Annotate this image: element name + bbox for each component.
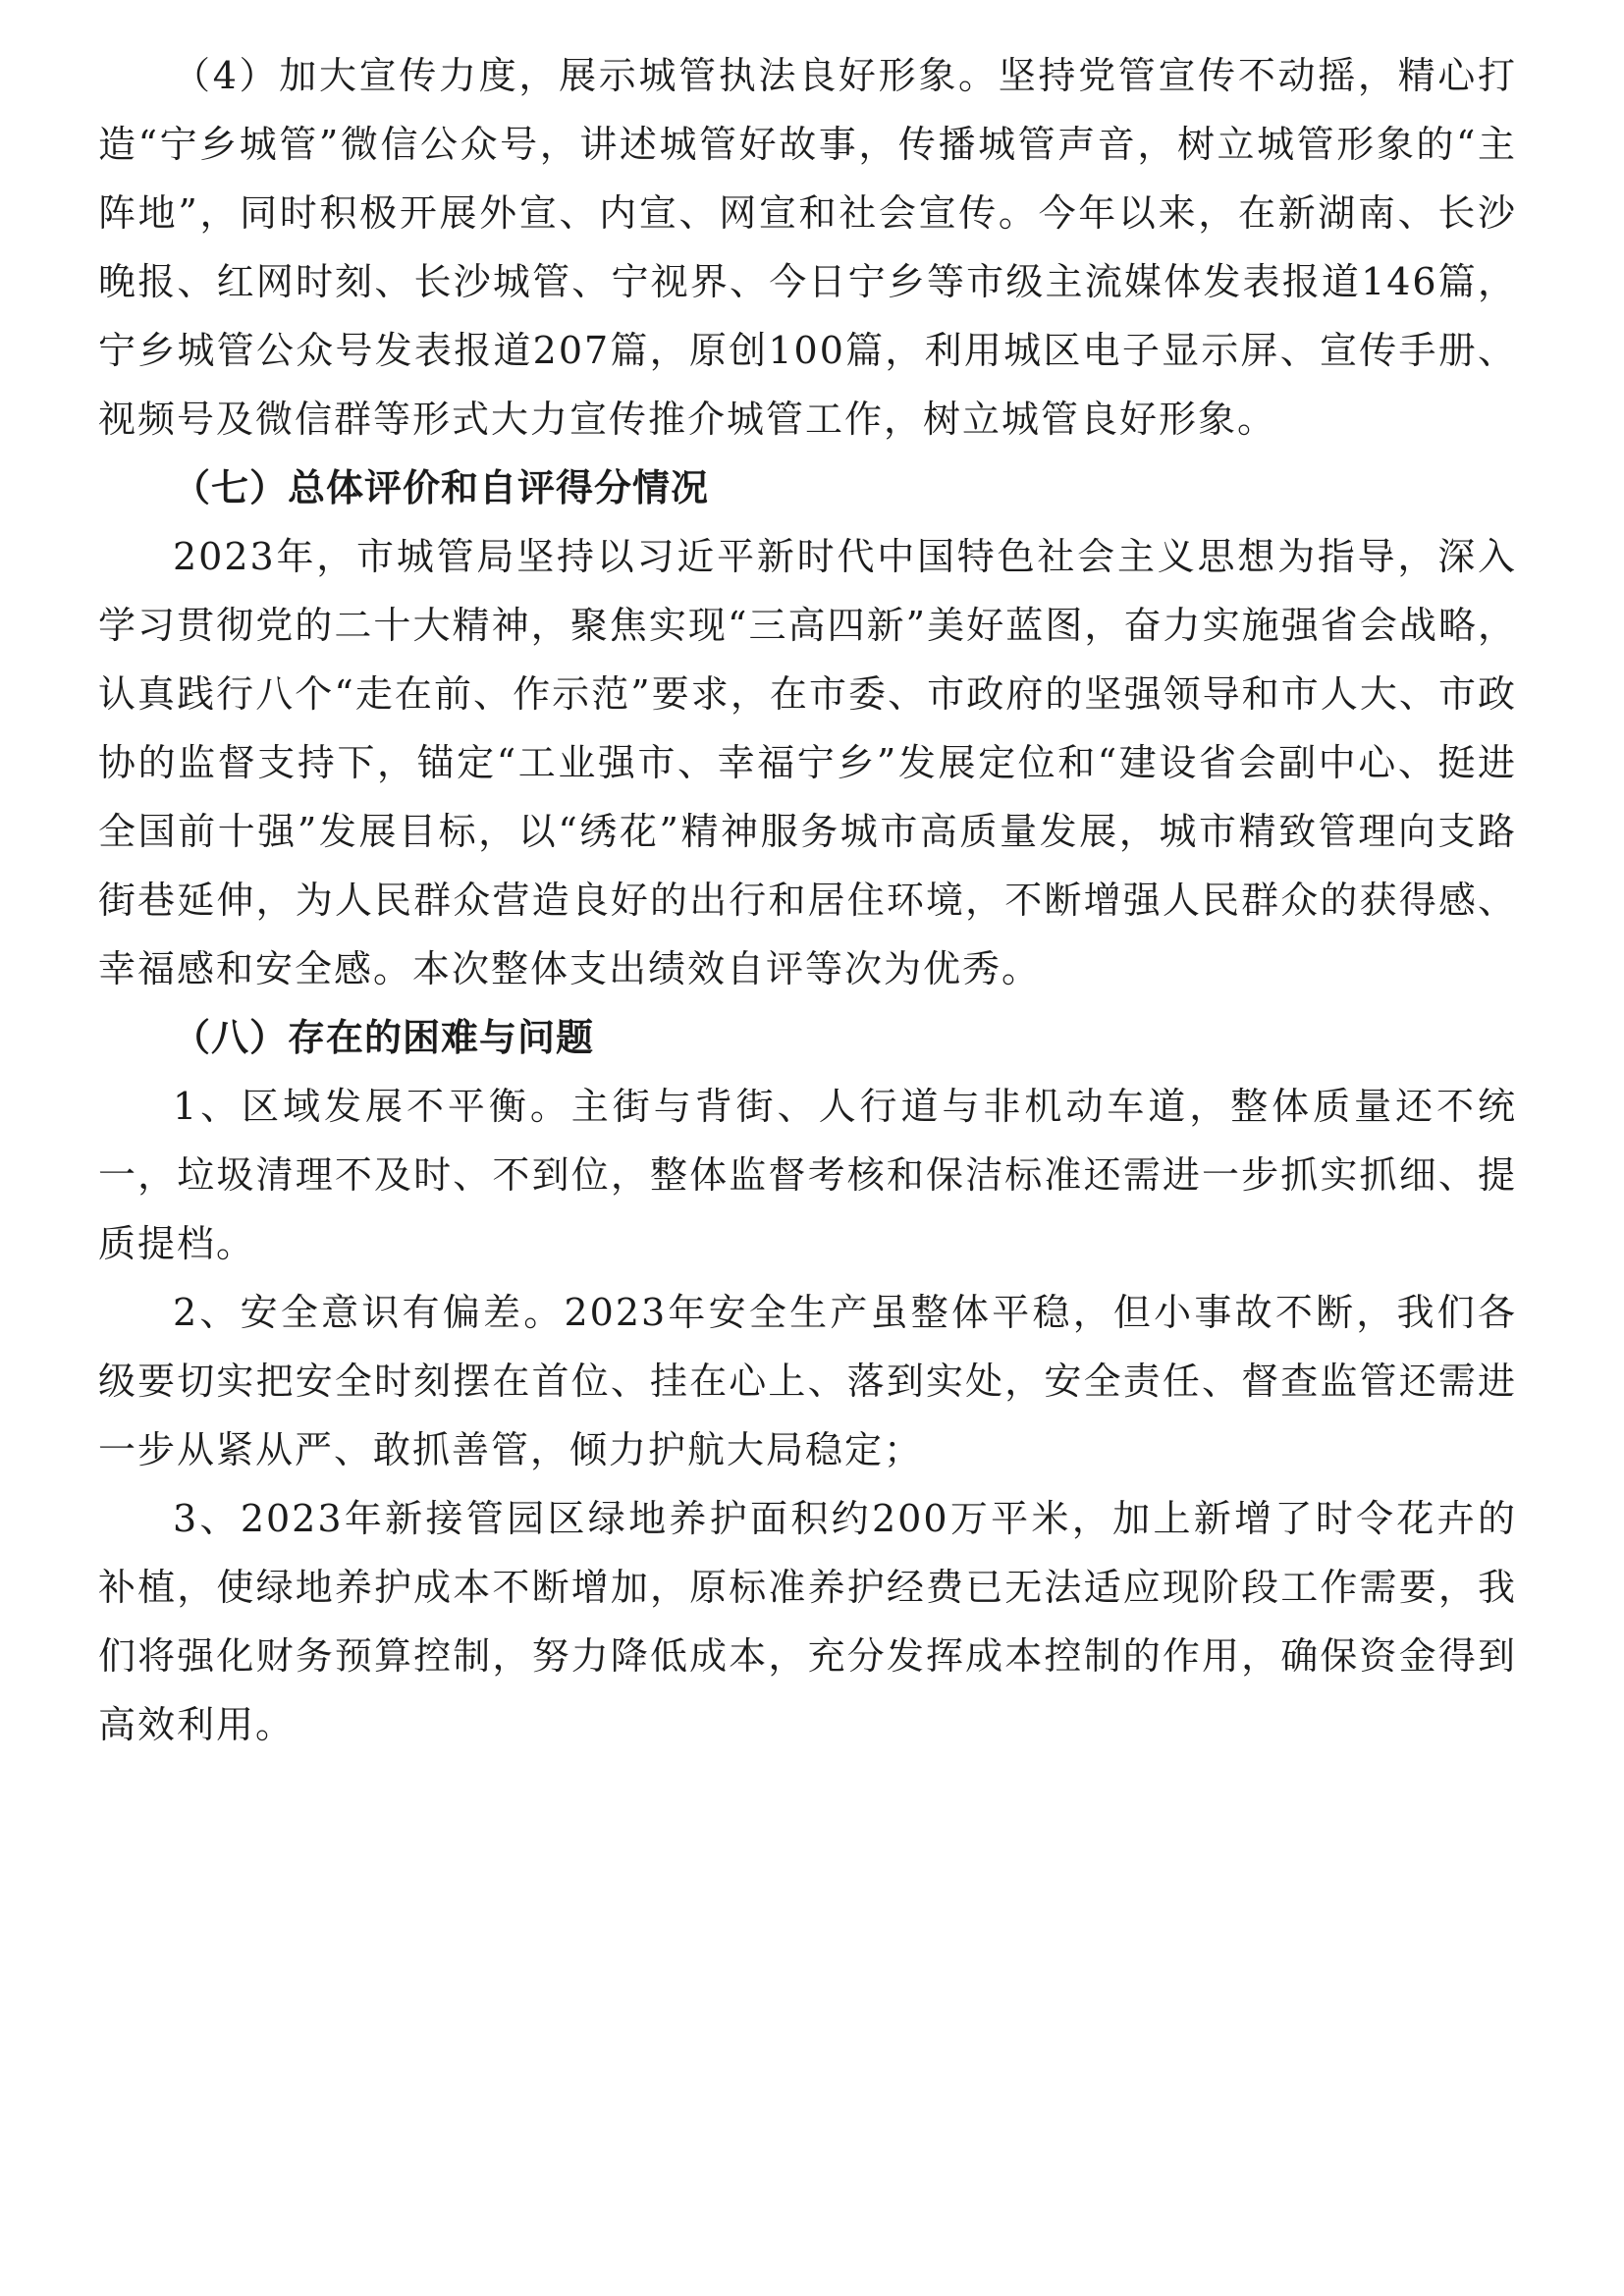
paragraph-publicity: （4）加大宣传力度，展示城管执法良好形象。坚持党管宣传不动摇，精心打造“宁乡城管”微信公众号，讲述城管好故事，传播城管声音，树立城管形象的“主阵地”，同时积极开展外宣、内宣、网宣和社会宣传。今年以来，在新湖南、长沙晚报、红网时刻、长沙城管、宁视界、今日宁乡等市级主流媒体发表报道146篇，宁乡城管公众号发表报道207篇，原创100篇，利用城区电子显示屏、宣传手册、视频号及微信群等形式大力宣传推介城管工作，树立城管良好形象。	[98, 54, 1517, 441]
document-body	[98, 41, 1517, 1759]
paragraph-problem-1: 1、区域发展不平衡。主街与背街、人行道与非机动车道，整体质量还不统一，垃圾清理不及时、不到位，整体监督考核和保洁标准还需进一步抓实抓细、提质提档。	[98, 1085, 1517, 1265]
heading-overall-evaluation: （七）总体评价和自评得分情况	[173, 466, 710, 509]
paragraph-overall-evaluation: 2023年，市城管局坚持以习近平新时代中国特色社会主义思想为指导，深入学习贯彻党的二十大精神，聚焦实现“三高四新”美好蓝图，奋力实施强省会战略，认真践行八个“走在前、作示范”要求，在市委、市政府的坚强领导和市人大、市政协的监督支持下，锚定“工业强市、幸福宁乡”发展定位和“建设省会副中心、挺进全国前十强”发展目标，以“绣花”精神服务城市高质量发展，城市精致管理向支路街巷延伸，为人民群众营造良好的出行和居住环境，不断增强人民群众的获得感、幸福感和安全感。本次整体支出绩效自评等次为优秀。	[98, 535, 1517, 990]
paragraph-problem-3: 3、2023年新接管园区绿地养护面积约200万平米，加上新增了时令花卉的补植，使绿地养护成本不断增加，原标准养护经费已无法适应现阶段工作需要，我们将强化财务预算控制，努力降低成本，充分发挥成本控制的作用，确保资金得到高效利用。	[98, 1497, 1517, 1746]
paragraph-problem-2: 2、安全意识有偏差。2023年安全生产虽整体平稳，但小事故不断，我们各级要切实把安全时刻摆在首位、挂在心上、落到实处，安全责任、督查监管还需进一步从紧从严、敢抓善管，倾力护航大局稳定；	[98, 1291, 1517, 1471]
heading-difficulties-problems: （八）存在的困难与问题	[173, 1016, 595, 1059]
